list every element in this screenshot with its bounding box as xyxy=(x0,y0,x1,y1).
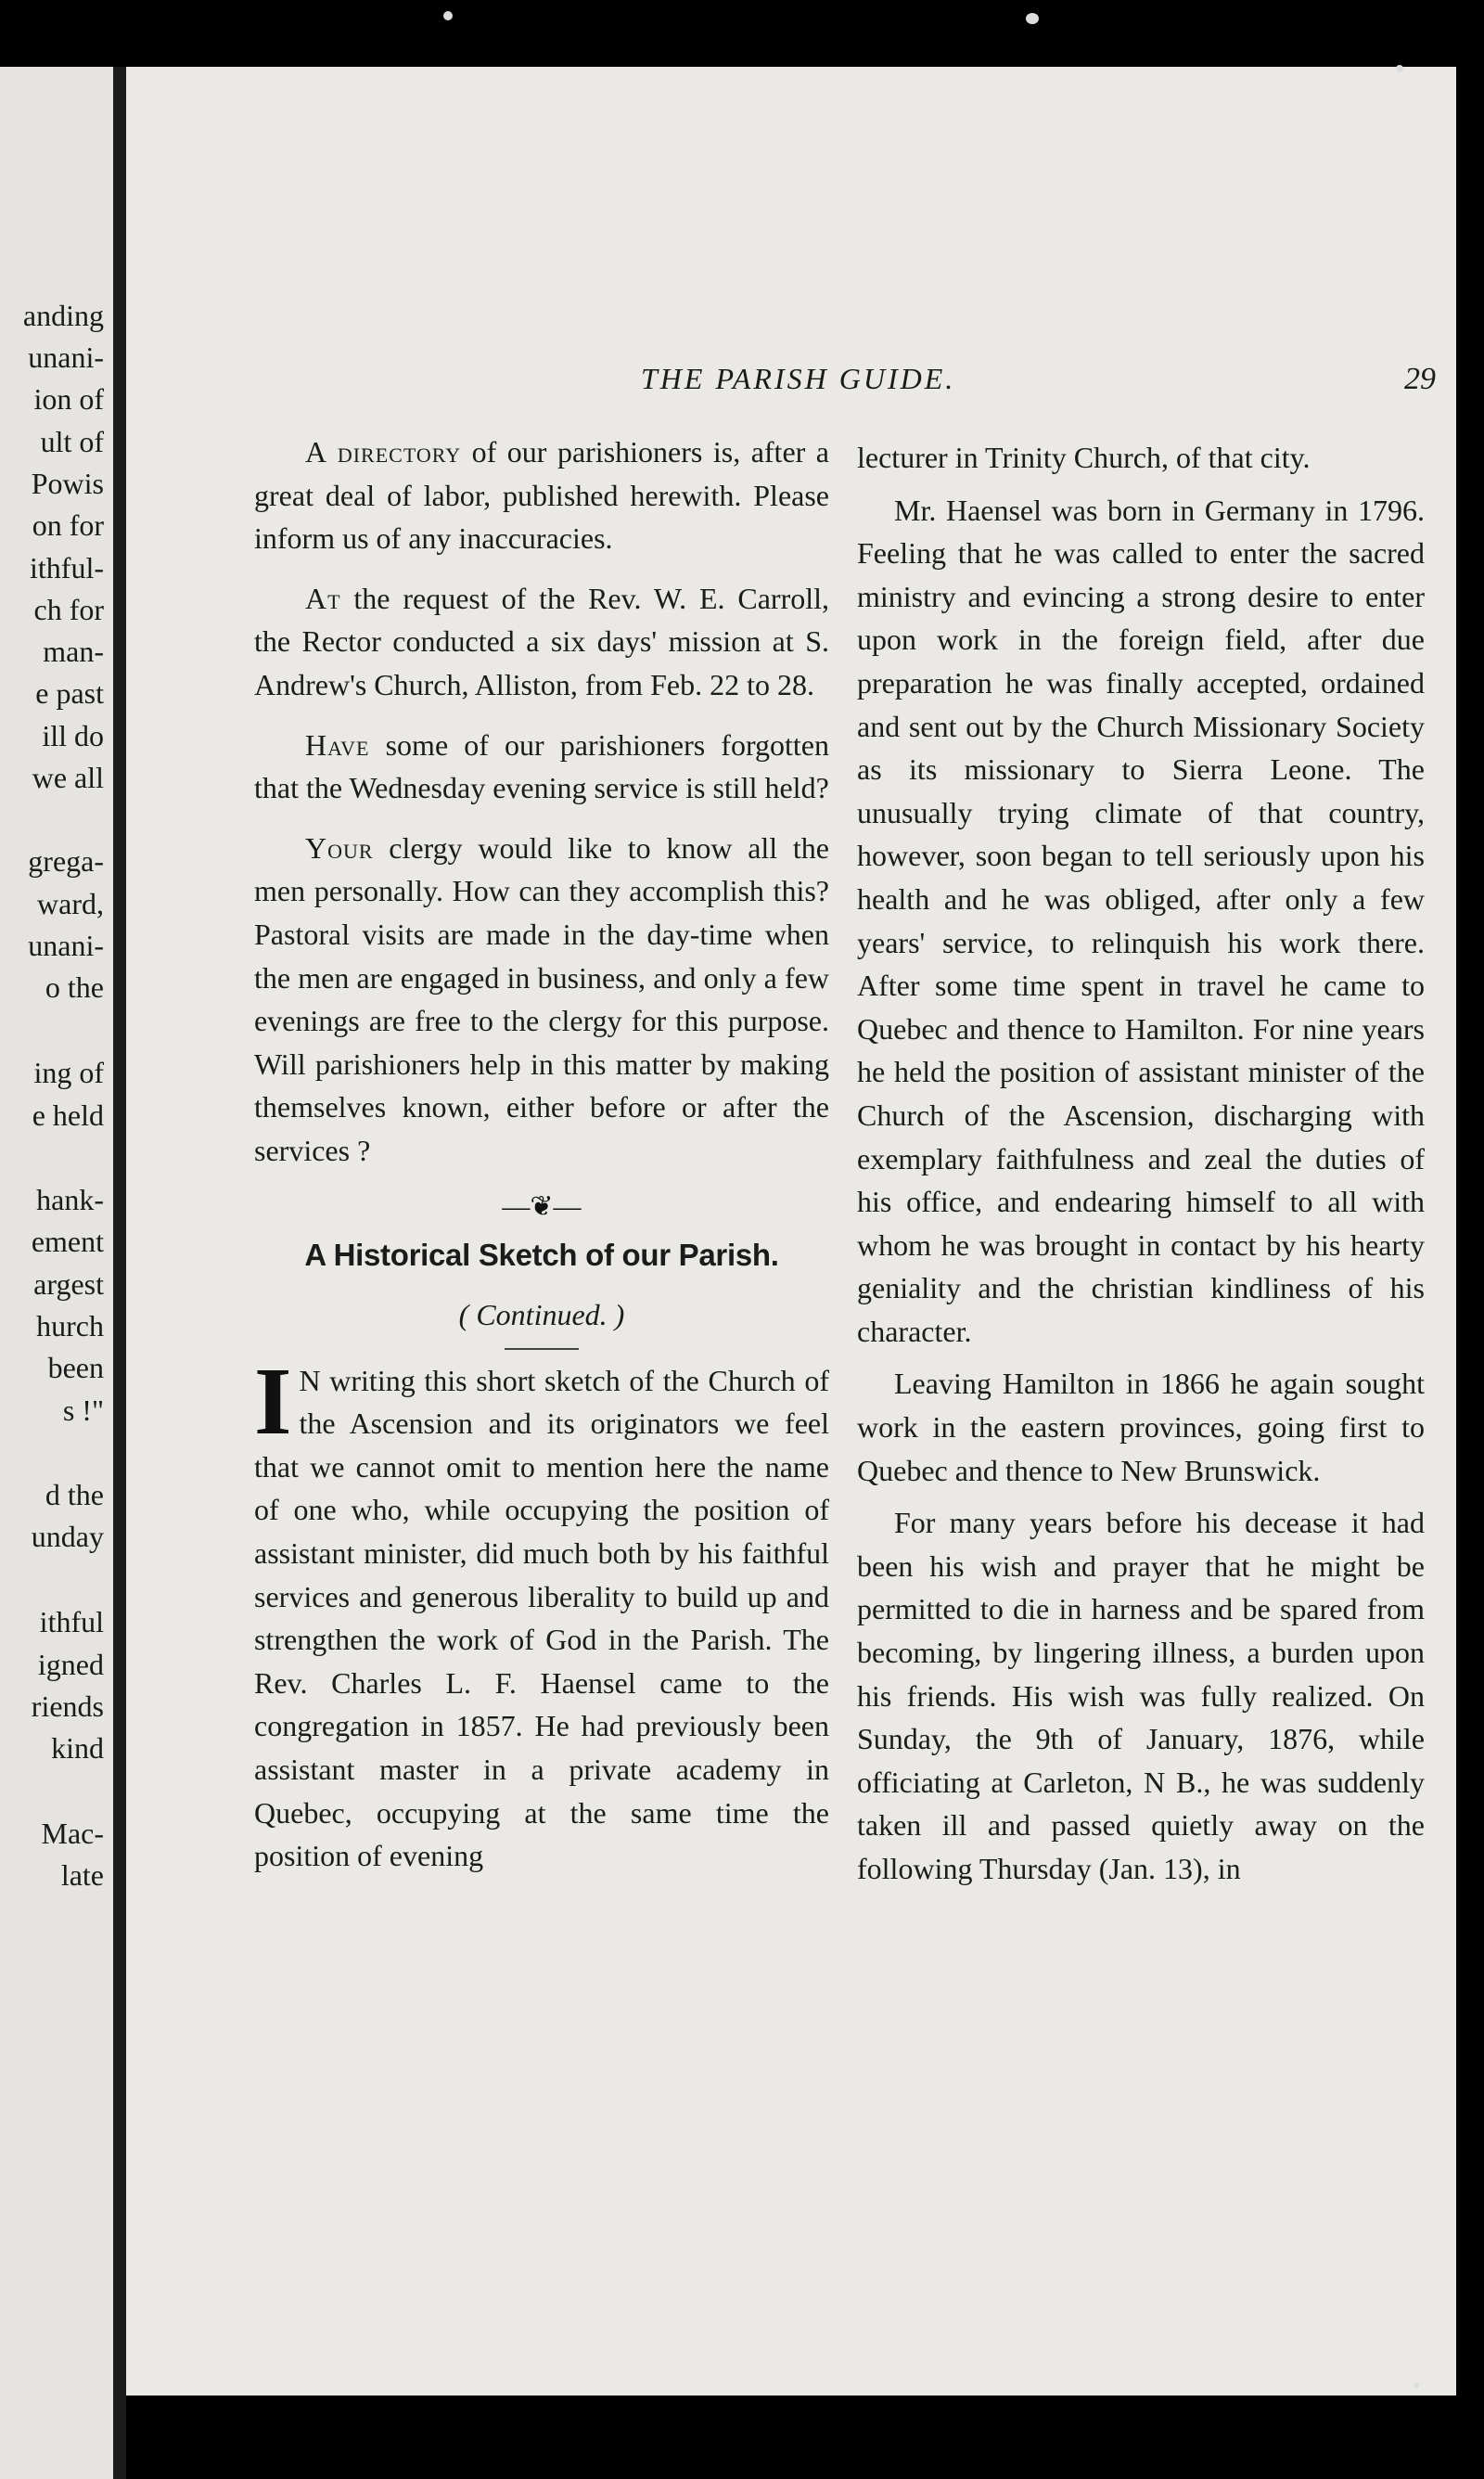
facing-page-text-fragment: kind xyxy=(51,1731,104,1765)
facing-page-text-fragment: grega- xyxy=(28,844,104,878)
continued-rule xyxy=(505,1348,579,1350)
facing-page-text-fragment: o the xyxy=(45,970,104,1004)
facing-page-text-fragment: unday xyxy=(31,1520,104,1553)
section-title: A Historical Sketch of our Parish. xyxy=(304,1237,779,1272)
facing-page-text-fragment: argest xyxy=(33,1267,104,1301)
facing-page-text-fragment: unani- xyxy=(28,929,104,962)
facing-page-text-fragment: e held xyxy=(32,1098,104,1132)
facing-page-text-fragment: ch for xyxy=(33,593,104,626)
facing-page-text-fragment: Powis xyxy=(31,467,104,500)
notice-clergy: Your clergy would like to know all the men personally. How can they accomplish this? Pastoral visits are made in the day-time when the men are engaged in business, and only a few evenings are free to the clergy for this purpose. Will parishioners help in this matter by making themselves known, either before or after the services ? xyxy=(254,830,829,1167)
facing-page-text-fragment: d the xyxy=(45,1478,104,1511)
article-opening: I N writing this short sketch of the Church of the Ascension and its originators we feel that we cannot omit to mention here the name of one who, while occupying the position of assistant minister, did much both by his faithful services and generous liberality to build up and strengthen the work of God in the Parish. The Rev. Charles L. F. Haensel came to the congregation in 1857. He had previously been assistant master in a private academy in Quebec, occupying at the same time the position of evening xyxy=(254,1347,829,1873)
facing-page-text-fragment: ing of xyxy=(33,1056,104,1089)
facing-page-text-fragment: man- xyxy=(43,635,104,668)
scan-speck xyxy=(1414,2383,1419,2388)
facing-page-text-fragment: hank- xyxy=(36,1183,104,1216)
facing-page-text-fragment: Mac- xyxy=(41,1817,104,1850)
facing-page-text-fragment: we all xyxy=(32,761,104,794)
notice-directory: A directory of our parishioners is, after a great deal of labor, published herewith. Please inform us of any inaccuracies. xyxy=(254,435,829,556)
book-gutter xyxy=(113,67,126,2479)
facing-page-text-fragment: riends xyxy=(31,1689,104,1723)
facing-page-text-fragment: ward, xyxy=(37,887,104,920)
drop-cap: I xyxy=(254,1347,292,1455)
facing-page-text-fragment: unani- xyxy=(28,340,104,374)
facing-page-text-fragment: ement xyxy=(31,1225,104,1258)
facing-page-edge xyxy=(0,67,113,2479)
scan-speck xyxy=(1396,65,1403,72)
facing-page-text-fragment: ion of xyxy=(33,382,104,416)
left-column xyxy=(254,430,829,1895)
facing-page-text-fragment: ithful- xyxy=(30,551,104,584)
running-head: THE PARISH GUIDE. xyxy=(641,362,956,395)
facing-page-text-fragment: late xyxy=(60,1858,104,1892)
facing-page-text-fragment: hurch xyxy=(36,1309,104,1342)
notice-wednesday-service: Have some of our parishioners forgotten that the Wednesday evening service is still held? xyxy=(254,727,829,805)
page xyxy=(126,67,1456,2396)
facing-page-text-fragment: ill do xyxy=(42,719,104,752)
scan-speck xyxy=(443,11,453,20)
article-paragraph: Leaving Hamilton in 1866 he again sought work in the eastern provinces, going first to Quebec and thence to New Brunswick. xyxy=(857,1367,1425,1487)
facing-page-text-fragment: on for xyxy=(32,508,104,542)
facing-page-text-fragment: been xyxy=(47,1351,104,1384)
notice-mission: At the request of the Rev. W. E. Carroll, the Rector conducted a six days' mission at S. Andrew's Church, Alliston, from Feb. 22 to 28. xyxy=(254,581,829,701)
continued-label: ( Continued. ) xyxy=(458,1298,625,1332)
article-continuation: lecturer in Trinity Church, of that city. xyxy=(857,441,1311,474)
facing-page-text-fragment: s !" xyxy=(62,1394,104,1427)
section-ornament: —❦— xyxy=(502,1190,582,1222)
right-column xyxy=(857,436,1425,1900)
facing-page-text-fragment: e past xyxy=(35,676,104,710)
scan-speck xyxy=(1026,13,1039,24)
facing-page-text-fragment: ult of xyxy=(40,425,104,458)
facing-page-text-fragment: igned xyxy=(37,1648,104,1681)
facing-page-text-fragment: ithful xyxy=(39,1605,104,1638)
page-number: 29 xyxy=(1404,362,1436,396)
facing-page-text-fragment: anding xyxy=(22,299,104,332)
article-paragraph: For many years before his decease it had been his wish and prayer that he might be permitted to die in harness and be spared from becoming, by lingering illness, a burden upon his friends. His wish was fully realized. On Sunday, the 9th of January, 1876, while officiating at Carleton, N B., he was suddenly taken ill and passed quietly away on the following Thursday (Jan. 13), in xyxy=(857,1506,1425,1885)
article-paragraph: Mr. Haensel was born in Germany in 1796. Feeling that he was called to enter the sacred ministry and evincing a strong desire to enter upon work in the foreign field, after due preparation he was finally accepted, ordained and sent out by the Church Missionary Society as its missionary to Sierra Leone. The unusually trying climate of that country, however, soon began to tell seriously upon his health and he was obliged, after only a few years' service, to relinquish his work there. After some time spent in travel he came to Quebec and thence to Hamilton. For nine years he held the position of assistant minister of the Church of the Ascension, discharging with exemplary faithfulness and zeal the duties of his office, and endearing himself to all with whom he was brought in contact by his hearty geniality and the christian kindliness of his character. xyxy=(857,493,1425,1348)
